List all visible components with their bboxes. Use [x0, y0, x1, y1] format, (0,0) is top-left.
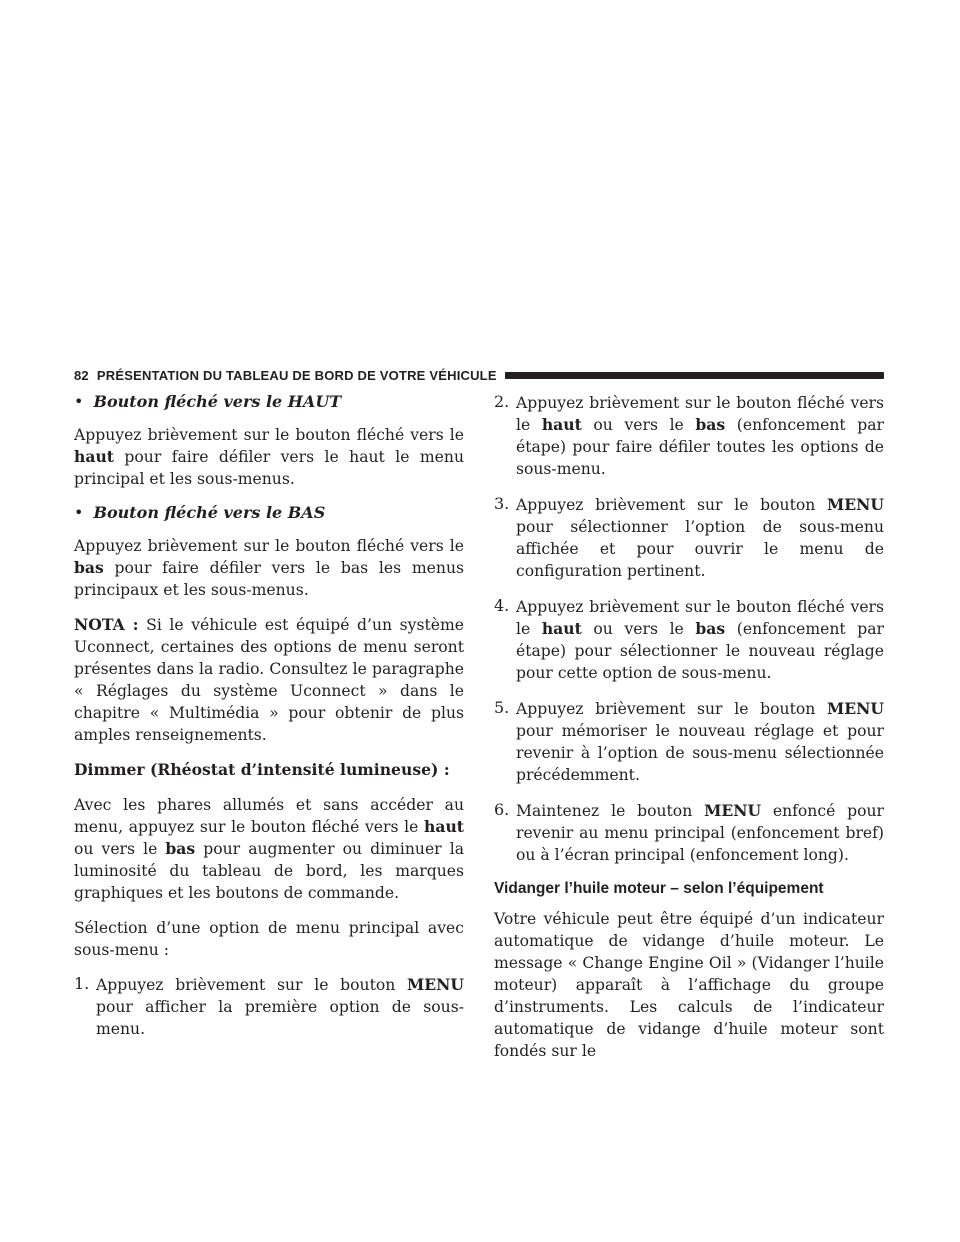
chapter-title: PRÉSENTATION DU TABLEAU DE BORD DE VOTRE VÉHICULE — [96, 367, 497, 383]
list-item: 1. Appuyez brièvement sur le bouton MENU pour afficher la première option de sous-menu. — [74, 974, 464, 1038]
page-number: 82 — [74, 367, 89, 383]
header-rule — [505, 372, 884, 379]
list-item: 3. Appuyez brièvement sur le bouton MENU pour sélectionner l’option de sous-menu affichée et pour ouvrir le menu de configuration pertinent. — [494, 494, 884, 580]
dimmer-title: Dimmer (Rhéostat d’intensité lumineuse) : — [74, 760, 450, 779]
left-column — [74, 392, 464, 1054]
list-item: 4. Appuyez brièvement sur le bouton fléché vers le haut ou vers le bas (enfoncement par étape) pour sélectionner le nouveau réglage pour cette option de sous-menu. — [494, 596, 884, 682]
bullet-dot-icon: • — [74, 392, 84, 411]
oil-change-paragraph: Votre véhicule peut être équipé d’un indicateur automatique de vidange d’huile moteur. Le message « Change Engine Oil » (Vidanger l’huile moteur) apparaît à l’affichage du groupe d’instruments. Les calculs de l’indicateur automatique de vidange d’huile moteur sont fondés sur le — [494, 910, 884, 1060]
selection-intro: Sélection d’une option de menu principal avec sous-menu : — [74, 919, 464, 959]
dimmer-paragraph: Avec les phares allumés et sans accéder au menu, appuyez sur le bouton fléché vers le haut ou vers le bas pour augmenter ou diminuer la luminosité du tableau de bord, les marques graphiques et les boutons de commande. — [74, 796, 465, 902]
bullet-dot-icon: • — [74, 503, 84, 522]
page-header — [74, 364, 884, 386]
paragraph-down: Appuyez brièvement sur le bouton fléché vers le bas pour faire défiler vers le bas les menus principaux et les sous-menus. — [74, 537, 464, 599]
list-item: 2. Appuyez brièvement sur le bouton fléché vers le haut ou vers le bas (enfoncement par étape) pour faire défiler toutes les options de sous-menu. — [494, 392, 884, 478]
list-item: 6. Maintenez le bouton MENU enfoncé pour revenir au menu principal (enfoncement bref) ou à l’écran principal (enfoncement long). — [494, 800, 884, 864]
bullet-down-label: Bouton fléché vers le BAS — [93, 503, 326, 522]
bullet-up — [74, 392, 464, 411]
note-paragraph: NOTA : Si le véhicule est équipé d’un système Uconnect, certaines des options de menu seront présentes dans la radio. Consultez le paragraphe « Réglages du système Uconnect » dans le chapitre « Multimédia » pour obtenir de plus amples renseignements. — [74, 615, 464, 744]
right-column — [494, 392, 884, 1075]
note-label: NOTA : — [74, 615, 139, 634]
paragraph-up: Appuyez brièvement sur le bouton fléché vers le haut pour faire défiler vers le haut le menu principal et les sous-menus. — [74, 426, 464, 488]
list-item: 5. Appuyez brièvement sur le bouton MENU pour mémoriser le nouveau réglage et pour revenir à l’option de sous-menu sélectionnée précédemment. — [494, 698, 884, 784]
bullet-down — [74, 503, 464, 522]
section-heading: Vidanger l’huile moteur – selon l’équipement — [494, 880, 824, 897]
bullet-up-label: Bouton fléché vers le HAUT — [93, 392, 342, 411]
